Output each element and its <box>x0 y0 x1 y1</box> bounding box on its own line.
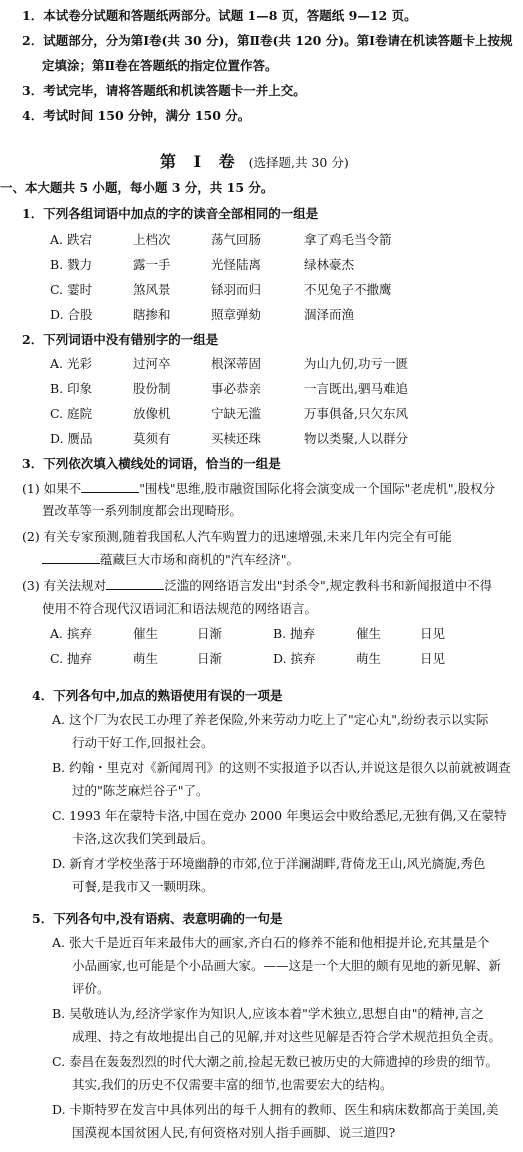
q2-a-4: 为山九仞,功亏一匮 <box>304 356 408 371</box>
instruction-1: 1．本试卷分试题和答题纸两部分。试题 1—8 页，答题纸 9—12 页。 <box>22 8 417 23</box>
q1-a-3: 荡气回肠 <box>211 232 262 247</box>
q5-a-line2: 小品画家,也可能是个小品画大家。——这是一个大胆的颇有见地的新见解、新 <box>72 958 501 973</box>
q4-d-line1: D. 新育才学校坐落于环境幽静的市郊,位于洋澜湖畔,背倚龙王山,风光旖旎,秀色 <box>52 856 486 871</box>
section-title-text: 第 Ⅰ 卷 <box>160 152 241 171</box>
q4-b-line2: 过的"陈芝麻烂谷子"了。 <box>72 783 209 798</box>
q3-s1-rest: "围栈"思维,股市融资国际化将会演变成一个国际"老虎机",股权分 <box>139 481 496 496</box>
q4-a-line2: 行动干好工作,回报社会。 <box>72 735 214 750</box>
q2-option-c <box>0 406 523 422</box>
q1-d-3: 照章弹劾 <box>211 307 262 322</box>
q3-s2-rest: 蕴藏巨大市场和商机的"汽车经济"。 <box>100 552 299 567</box>
section-title <box>160 152 349 172</box>
q5-a-line1: A. 张大千是近百年来最伟大的画家,齐白石的修养不能和他相提并论,充其量是个 <box>52 935 490 950</box>
q5-d-line2: 国漠视本国贫困人民,有何资格对别人指手画脚、说三道四? <box>72 1125 396 1140</box>
q3-a-1: A. 摈弃 <box>50 626 92 641</box>
q2-d-3: 买椟还珠 <box>211 431 262 446</box>
q5-a-line3: 评价。 <box>72 981 110 996</box>
q2-a-2: 过河卒 <box>133 356 171 371</box>
q4-a-line1: A. 这个厂为农民工办理了养老保险,外来劳动力吃上了"定心丸",纷纷表示以实际 <box>52 712 489 727</box>
q1-c-4: 不见兔子不撒鹰 <box>304 282 392 297</box>
q4-stem: 4．下列各句中,加点的熟语使用有误的一项是 <box>32 688 283 703</box>
q5-c-line1: C. 泰昌在轰轰烈烈的时代大潮之前,捡起无数已被历史的大筛遗掉的珍贵的细节。 <box>52 1054 499 1069</box>
q4-c-line2: 卡洛,这次我们笑到最后。 <box>72 831 214 846</box>
q3-blank-1 <box>81 481 139 493</box>
q2-option-a <box>0 356 523 372</box>
q3-sentence-1 <box>22 481 495 497</box>
instruction-3: 3．考试完毕，请将答题纸和机读答题卡一并上交。 <box>22 83 306 98</box>
q3-s3-cont: 使用不符合现代汉语词汇和语法规范的网络语言。 <box>42 601 318 616</box>
q3-a-2: 催生 <box>133 626 159 641</box>
q5-b-line2: 成理、持之有故地提出自己的见解,并对这些见解是否符合学术规范担负全责。 <box>72 1029 501 1044</box>
q1-b-4: 绿林豪杰 <box>304 257 355 272</box>
q2-d-1: D. 赝品 <box>50 431 93 446</box>
q3-c-2: 萌生 <box>133 651 159 666</box>
q5-c-line2: 其实,我们的历史不仅需要丰富的细节,也需要宏大的结构。 <box>72 1077 393 1092</box>
q3-s2-cont <box>42 552 299 568</box>
q2-a-1: A. 光彩 <box>50 356 92 371</box>
q1-a-4: 拿了鸡毛当令箭 <box>304 232 392 247</box>
q1-option-d <box>0 307 523 323</box>
q3-d-3: 日见 <box>420 651 446 666</box>
q3-d-2: 萌生 <box>356 651 382 666</box>
q4-d-line2: 可餐,是我市又一颗明珠。 <box>72 879 214 894</box>
q3-stem: 3．下列依次填入横线处的词语，恰当的一组是 <box>22 456 281 471</box>
q3-sentence-2: (2) 有关专家预测,随着我国私人汽车购置力的迅速增强,未来几年内完全有可能 <box>22 529 452 544</box>
q3-c-3: 日渐 <box>197 651 223 666</box>
q1-c-1: C. 霎时 <box>50 282 93 297</box>
q2-stem: 2．下列词语中没有错别字的一组是 <box>22 332 219 347</box>
q3-blank-2 <box>42 552 100 564</box>
q2-option-b <box>0 381 523 397</box>
q2-c-1: C. 庭院 <box>50 406 93 421</box>
q2-b-2: 股份制 <box>133 381 171 396</box>
q1-option-c <box>0 282 523 298</box>
section-subtitle: (选择题,共 30 分) <box>248 155 349 170</box>
q1-c-3: 铩羽而归 <box>211 282 262 297</box>
q3-d-1: D. 摈弃 <box>273 651 316 666</box>
q4-c-line1: C. 1993 年在蒙特卡洛,中国在竞办 2000 年奥运会中败给悉尼,无独有偶,又在蒙特 <box>52 808 507 823</box>
q1-d-4: 涸泽而渔 <box>304 307 355 322</box>
q5-b-line1: B. 吴敬琏认为,经济学家作为知识人,应该本着"学术独立,思想自由"的精神,言之 <box>52 1006 485 1021</box>
q1-a-1: A. 跌宕 <box>50 232 92 247</box>
q3-s3-rest: 泛滥的网络语言发出"封杀令",规定教科书和新闻报道中不得 <box>164 578 493 593</box>
q3-blank-3 <box>106 578 164 590</box>
q1-stem: 1．下列各组词语中加点的字的读音全部相同的一组是 <box>22 206 319 221</box>
q1-b-2: 露一手 <box>133 257 171 272</box>
q1-d-2: 瞎掺和 <box>133 307 171 322</box>
q3-c-1: C. 抛弃 <box>50 651 93 666</box>
q2-c-2: 放像机 <box>133 406 171 421</box>
q2-b-3: 事必恭亲 <box>211 381 262 396</box>
q3-s1-lead: (1) 如果不 <box>22 481 82 496</box>
q2-d-2: 莫须有 <box>133 431 171 446</box>
q1-d-1: D. 合股 <box>50 307 93 322</box>
q1-b-3: 光怪陆离 <box>211 257 262 272</box>
q2-c-3: 宁缺无滥 <box>211 406 262 421</box>
q1-b-1: B. 戮力 <box>50 257 93 272</box>
q3-s1-cont: 置改革等一系列制度都会出现畸形。 <box>42 503 243 518</box>
q1-option-b <box>0 257 523 273</box>
instruction-4: 4．考试时间 150 分钟，满分 150 分。 <box>22 108 251 123</box>
q3-s3-lead: (3) 有关法规对 <box>22 578 107 593</box>
q3-a-3: 日渐 <box>197 626 223 641</box>
section-header: 一、本大题共 5 小题，每小题 3 分，共 15 分。 <box>0 180 274 195</box>
q2-d-4: 物以类聚,人以群分 <box>304 431 408 446</box>
q5-stem: 5．下列各句中,没有语病、表意明确的一句是 <box>32 911 283 926</box>
q2-c-4: 万事俱备,只欠东风 <box>304 406 408 421</box>
instruction-2: 2．试题部分，分为第Ⅰ卷(共 30 分)，第Ⅱ卷(共 120 分)。第Ⅰ卷请在机读答题卡上按规 <box>22 33 513 48</box>
q4-b-line1: B. 约翰・里克对《新闻周刊》的这则不实报道予以否认,并说这是很久以前就被调查 <box>52 760 511 775</box>
q2-a-3: 根深蒂固 <box>211 356 262 371</box>
q3-sentence-3 <box>22 578 492 594</box>
q3-b-2: 催生 <box>356 626 382 641</box>
q3-options-ab <box>0 626 523 642</box>
q2-b-4: 一言既出,驷马难追 <box>304 381 408 396</box>
q1-a-2: 上档次 <box>133 232 171 247</box>
q5-d-line1: D. 卡斯特罗在发言中具体列出的每千人拥有的教师、医生和病床数都高于美国,美 <box>52 1102 499 1117</box>
q2-b-1: B. 印象 <box>50 381 93 396</box>
instruction-2-cont: 定填涂；第Ⅱ卷在答题纸的指定位置作答。 <box>42 58 278 73</box>
q3-options-cd <box>0 651 523 667</box>
q1-c-2: 煞风景 <box>133 282 171 297</box>
q2-option-d <box>0 431 523 447</box>
q3-b-3: 日见 <box>420 626 446 641</box>
q1-option-a <box>0 232 523 248</box>
q3-b-1: B. 抛弃 <box>273 626 316 641</box>
